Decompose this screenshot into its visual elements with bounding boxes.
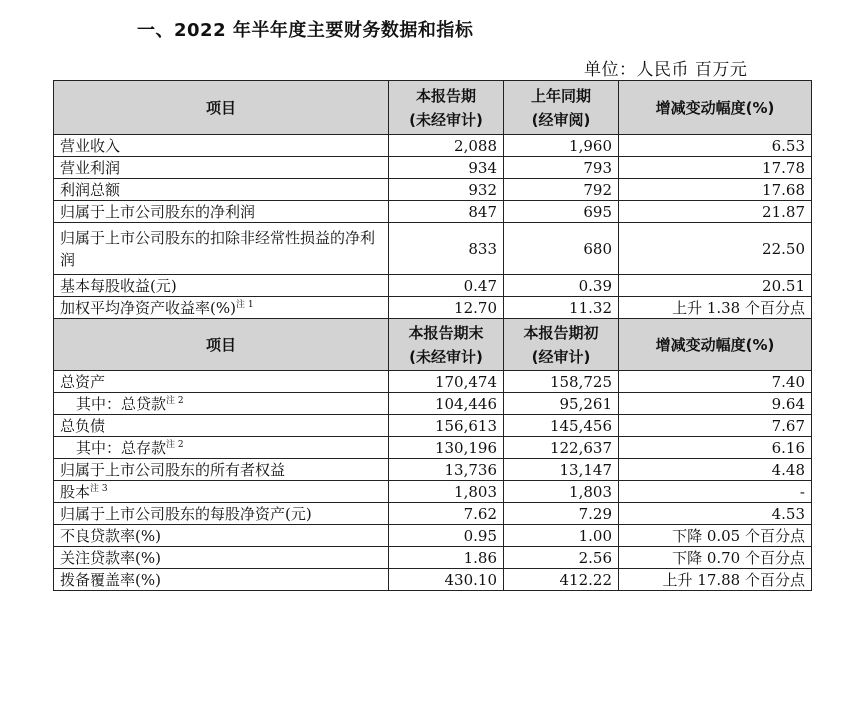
table-row xyxy=(54,525,812,547)
cell-change: 9.64 xyxy=(619,393,812,415)
cell-current: 156,613 xyxy=(389,415,504,437)
table-row xyxy=(54,459,812,481)
row-label: 其中：总贷款$^{注 2}$ xyxy=(54,393,389,415)
cell-change: 7.40 xyxy=(619,371,812,393)
cell-current: 2,088 xyxy=(389,135,504,157)
currency-unit: 单位：人民币 百万元 xyxy=(584,60,748,80)
table-row xyxy=(54,275,812,297)
cell-change: 上升 17.88 个百分点 xyxy=(619,569,812,591)
row-label: 归属于上市公司股东的每股净资产(元) xyxy=(54,503,389,525)
cell-prior: 412.22 xyxy=(504,569,619,591)
footnote-marker: 注 2 xyxy=(166,395,184,406)
footnote-marker: 注 3 xyxy=(90,483,108,494)
cell-change: 4.48 xyxy=(619,459,812,481)
cell-prior: 0.39 xyxy=(504,275,619,297)
cell-current: 130,196 xyxy=(389,437,504,459)
cell-change: 下降 0.70 个百分点 xyxy=(619,547,812,569)
table-row xyxy=(54,569,812,591)
cell-prior: 2.56 xyxy=(504,547,619,569)
row-label: 归属于上市公司股东的扣除非经常性损益的净利润 xyxy=(54,223,389,275)
table-row xyxy=(54,503,812,525)
cell-prior: 695 xyxy=(504,201,619,223)
cell-prior: 11.32 xyxy=(504,297,619,319)
table-header-row xyxy=(54,81,812,135)
cell-change: 22.50 xyxy=(619,223,812,275)
cell-change: - xyxy=(619,481,812,503)
cell-prior: 158,725 xyxy=(504,371,619,393)
row-label: 营业收入 xyxy=(54,135,389,157)
table-row xyxy=(54,179,812,201)
footnote-marker: 注 2 xyxy=(166,439,184,450)
cell-prior: 1.00 xyxy=(504,525,619,547)
cell-current: 0.95 xyxy=(389,525,504,547)
cell-current: 430.10 xyxy=(389,569,504,591)
row-label: 利润总额 xyxy=(54,179,389,201)
cell-current: 932 xyxy=(389,179,504,201)
row-label: 不良贷款率(%) xyxy=(54,525,389,547)
row-label: 基本每股收益(元) xyxy=(54,275,389,297)
table-row xyxy=(54,415,812,437)
row-label: 营业利润 xyxy=(54,157,389,179)
row-label: 归属于上市公司股东的所有者权益 xyxy=(54,459,389,481)
cell-prior: 145,456 xyxy=(504,415,619,437)
cell-current: 0.47 xyxy=(389,275,504,297)
row-label: 总资产 xyxy=(54,371,389,393)
row-label: 归属于上市公司股东的净利润 xyxy=(54,201,389,223)
row-label: 关注贷款率(%) xyxy=(54,547,389,569)
header-change: 增减变动幅度(%) xyxy=(619,81,812,135)
table-row xyxy=(54,297,812,319)
table-row xyxy=(54,547,812,569)
cell-change: 17.68 xyxy=(619,179,812,201)
cell-prior: 1,960 xyxy=(504,135,619,157)
cell-current: 12.70 xyxy=(389,297,504,319)
cell-current: 7.62 xyxy=(389,503,504,525)
header-current-period: 本报告期 (未经审计) xyxy=(389,81,504,135)
cell-current: 1,803 xyxy=(389,481,504,503)
cell-current: 934 xyxy=(389,157,504,179)
cell-prior: 122,637 xyxy=(504,437,619,459)
cell-current: 833 xyxy=(389,223,504,275)
table-row xyxy=(54,393,812,415)
cell-current: 1.86 xyxy=(389,547,504,569)
financial-data-table xyxy=(53,80,812,591)
header-item: 项目 xyxy=(54,81,389,135)
cell-prior: 1,803 xyxy=(504,481,619,503)
cell-change: 20.51 xyxy=(619,275,812,297)
table-row xyxy=(54,481,812,503)
row-label: 股本$^{注 3}$ xyxy=(54,481,389,503)
cell-current: 13,736 xyxy=(389,459,504,481)
cell-change: 上升 1.38 个百分点 xyxy=(619,297,812,319)
table-row xyxy=(54,135,812,157)
cell-change: 17.78 xyxy=(619,157,812,179)
row-label: 总负债 xyxy=(54,415,389,437)
footnote-marker: 注 1 xyxy=(235,299,254,310)
row-label: 其中：总存款$^{注 2}$ xyxy=(54,437,389,459)
table-row xyxy=(54,371,812,393)
cell-change: 7.67 xyxy=(619,415,812,437)
cell-prior: 793 xyxy=(504,157,619,179)
cell-prior: 792 xyxy=(504,179,619,201)
header-change: 增减变动幅度(%) xyxy=(619,319,812,371)
cell-change: 4.53 xyxy=(619,503,812,525)
table-row xyxy=(54,223,812,275)
cell-current: 847 xyxy=(389,201,504,223)
table-row xyxy=(54,437,812,459)
table-row xyxy=(54,201,812,223)
section-title: 一、2022 年半年度主要财务数据和指标 xyxy=(137,20,474,41)
cell-current: 104,446 xyxy=(389,393,504,415)
cell-change: 6.53 xyxy=(619,135,812,157)
cell-current: 170,474 xyxy=(389,371,504,393)
header-period-end: 本报告期末 (未经审计) xyxy=(389,319,504,371)
cell-prior: 13,147 xyxy=(504,459,619,481)
cell-prior: 7.29 xyxy=(504,503,619,525)
header-prior-period: 上年同期 (经审阅) xyxy=(504,81,619,135)
row-label: 拨备覆盖率(%) xyxy=(54,569,389,591)
cell-prior: 95,261 xyxy=(504,393,619,415)
cell-change: 下降 0.05 个百分点 xyxy=(619,525,812,547)
cell-change: 6.16 xyxy=(619,437,812,459)
header-item: 项目 xyxy=(54,319,389,371)
header-period-start: 本报告期初 (经审计) xyxy=(504,319,619,371)
table-row xyxy=(54,157,812,179)
cell-change: 21.87 xyxy=(619,201,812,223)
row-label: 加权平均净资产收益率(%)$^{注 1}$ xyxy=(54,297,389,319)
table-header-row xyxy=(54,319,812,371)
cell-prior: 680 xyxy=(504,223,619,275)
